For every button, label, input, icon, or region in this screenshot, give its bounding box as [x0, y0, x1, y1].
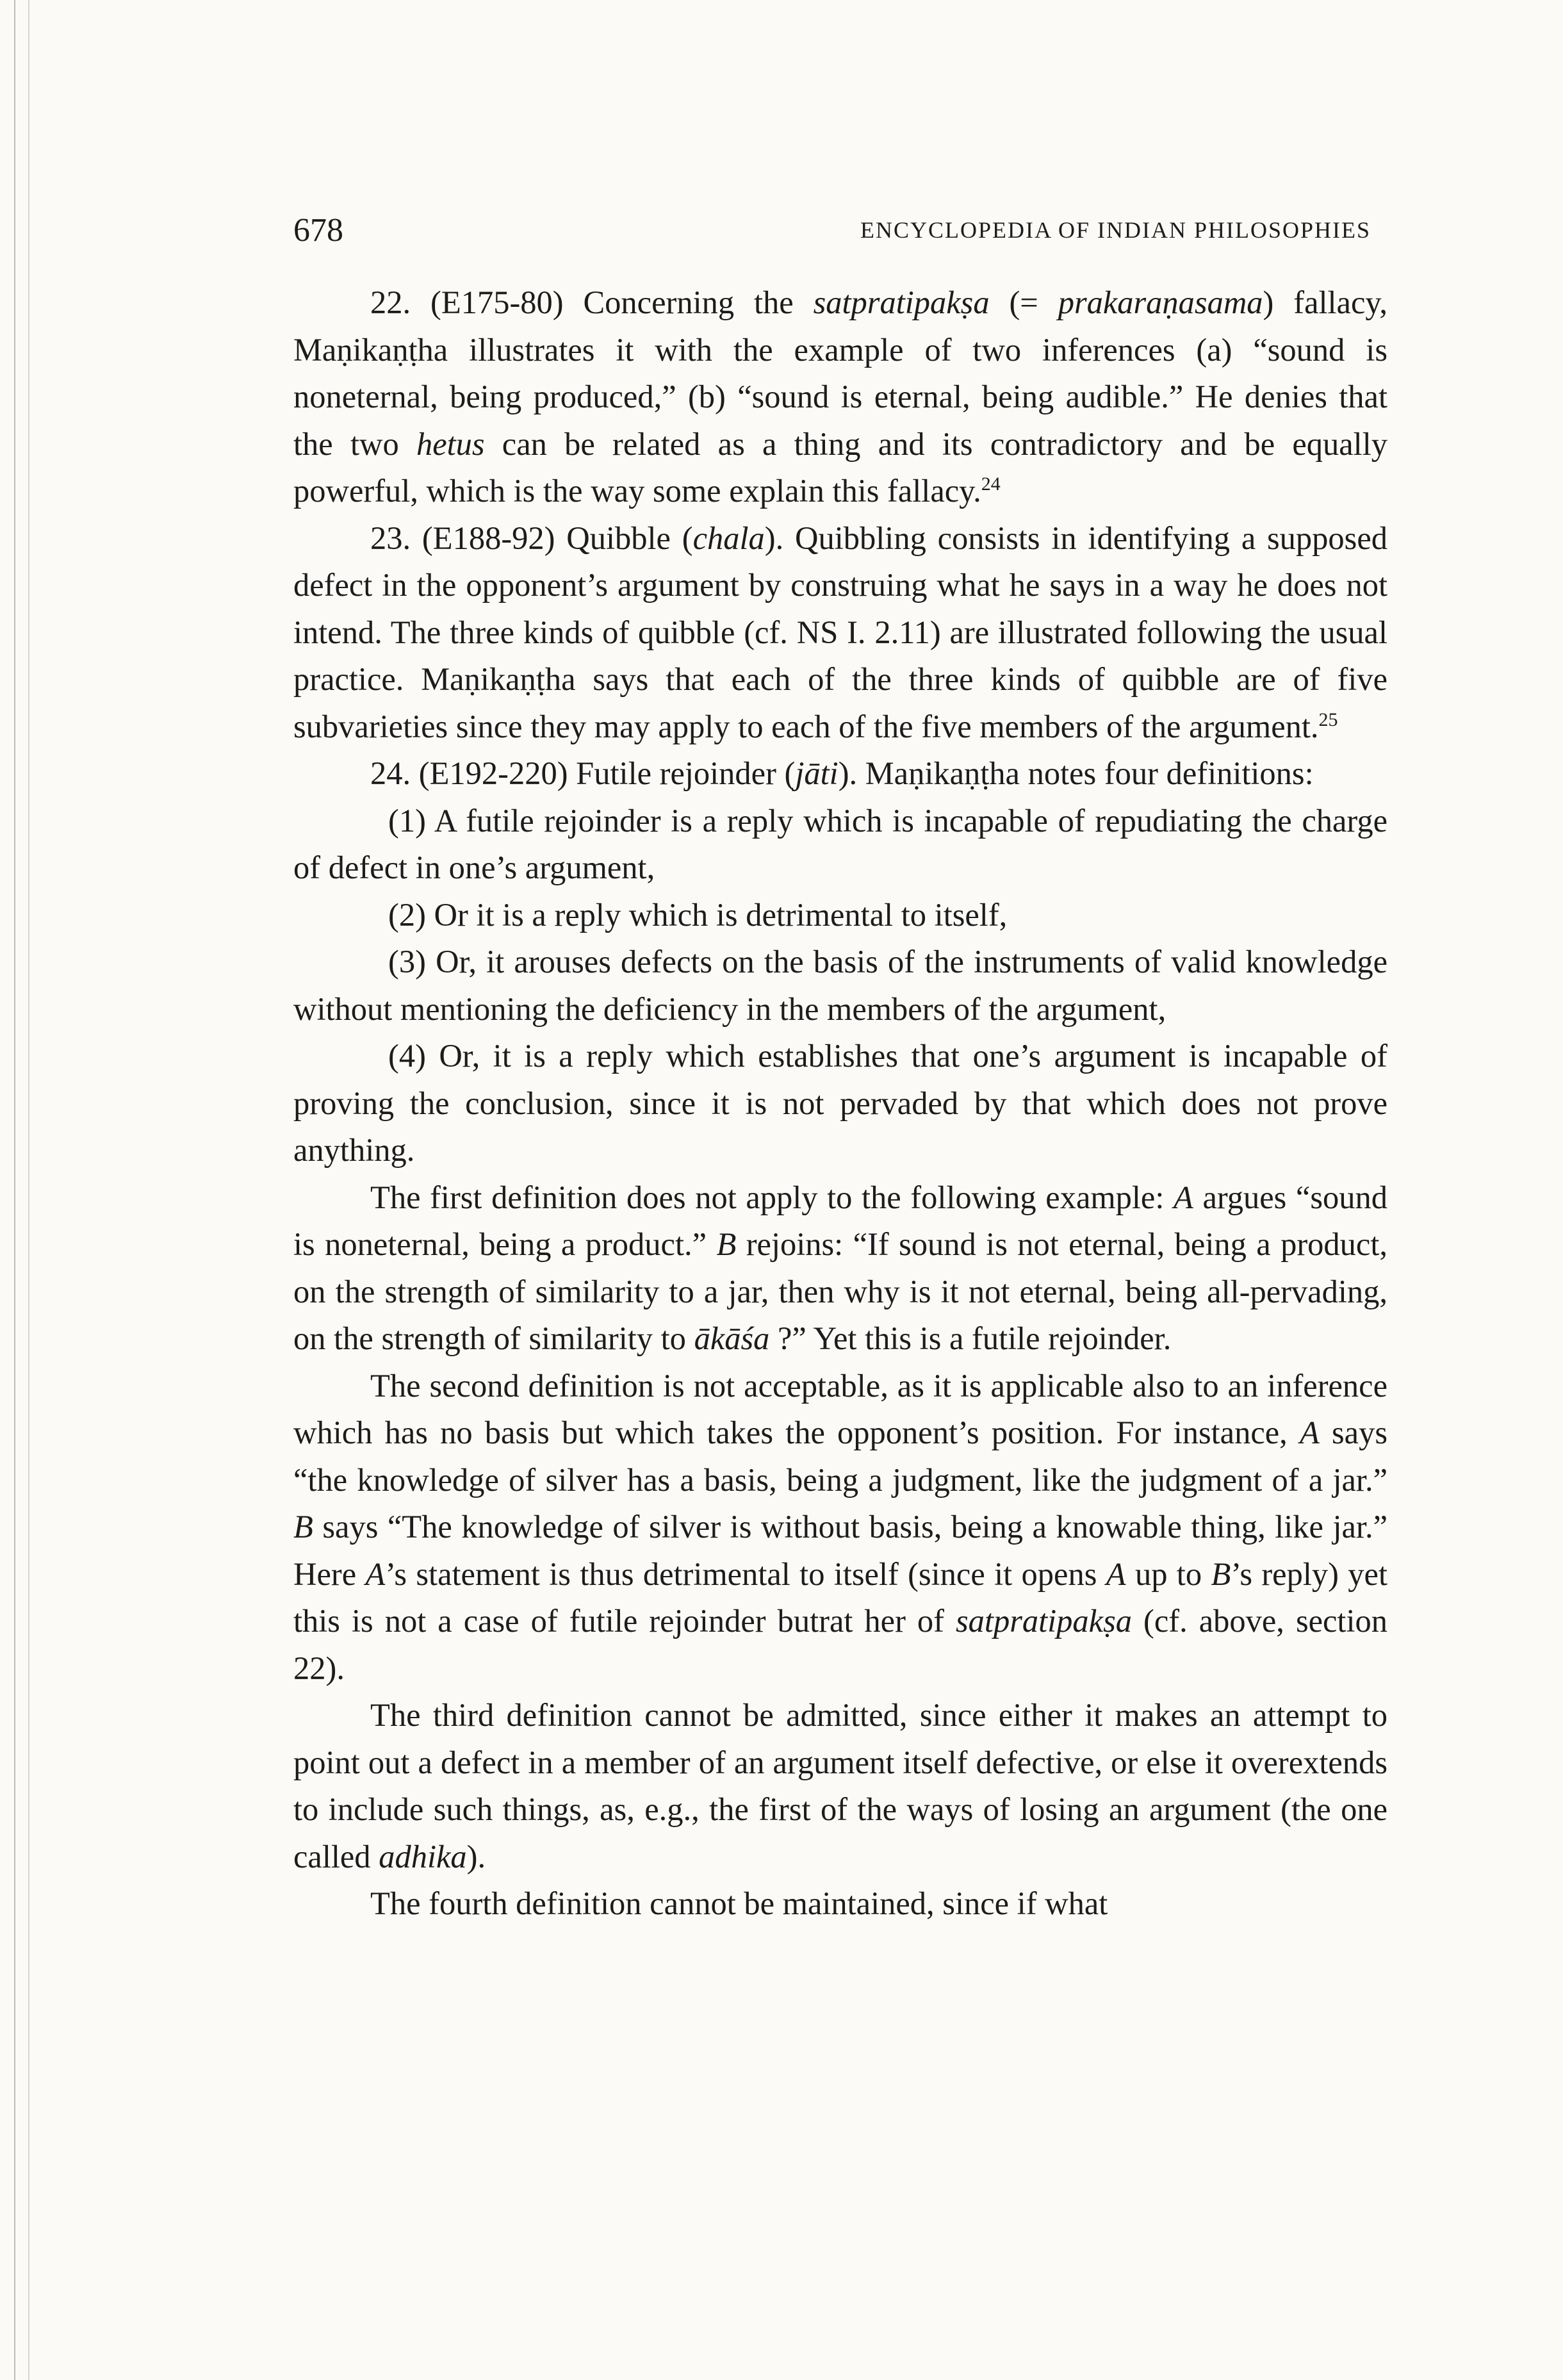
var-b: B: [293, 1509, 313, 1545]
text-span: can be related as a thing and its contradictory and be equally powerful, which is the way some explain this fallacy.: [293, 425, 1387, 509]
term-akasa: ākāśa: [694, 1320, 770, 1356]
footnote-ref-25: 25: [1318, 709, 1338, 730]
text-span: The fourth definition cannot be maintained, since if what: [370, 1885, 1108, 1921]
var-a: A: [1106, 1555, 1126, 1592]
text-span: argues “sound is noneternal, being a product.”: [293, 1179, 1388, 1262]
definition-3: (3) Or, it arouses defects on the basis of the instruments of valid knowledge without mentioning the deficiency in the members of the argument,: [293, 944, 1387, 1027]
text-span: The second definition is not acceptable, as it is applicable also to an inference which has no basis but which takes the opponent’s position. For instance,: [293, 1367, 1387, 1450]
term-chala: chala: [692, 520, 765, 556]
definition-1: (1) A futile rejoinder is a reply which is incapable of repudiating the charge of defect in one’s argument,: [293, 802, 1387, 885]
text-span: (=: [989, 284, 1058, 320]
paragraph-24: [293, 750, 1387, 798]
text-span: The third definition cannot be admitted, since either it makes an attempt to point out a defect in a member of an argument itself defective, or else it overextends to include such things, as, e.g., the first of the ways of losing an argument (the one called: [293, 1697, 1387, 1875]
paragraph-22: [293, 279, 1387, 515]
paragraph-second-definition: [293, 1363, 1387, 1693]
text-span: says “The knowledge of silver is without basis, being a knowable thing, like jar.” Here: [293, 1509, 1387, 1592]
running-head: ENCYCLOPEDIA OF INDIAN PHILOSOPHIES: [860, 217, 1371, 243]
paragraph-23: [293, 515, 1387, 751]
text-span: ) fallacy, Maṇikaṇṭha illustrates it with the example of two inferences (a) “sound is noneternal, being produced,” (b) “sound is eternal, being audible.” He denies that the two: [293, 284, 1387, 462]
var-b: B: [1211, 1555, 1231, 1592]
text-span: ?” Yet this is a futile rejoinder.: [769, 1320, 1172, 1356]
text-span: up to: [1125, 1555, 1211, 1592]
var-a: A: [365, 1555, 386, 1592]
text-span: ’s reply) yet this is not a case of futile rejoinder butrat her of: [293, 1555, 1387, 1639]
term-satpratipaksa: satpratipakṣa: [813, 284, 990, 320]
page-edge-shadow-inner: [28, 0, 29, 2380]
term-satpratipaksa: satpratipakṣa: [956, 1603, 1132, 1639]
page-header: [293, 211, 1371, 256]
text-span: ’s statement is thus detrimental to itself (since it opens: [385, 1555, 1106, 1592]
text-span: ).: [466, 1838, 486, 1875]
term-jati: jāti: [795, 755, 839, 791]
body-text: [293, 279, 1387, 1928]
text-span: ). Quibbling consists in identifying a supposed defect in the opponent’s argument by construing what he says in a way he does not intend. The three kinds of quibble (cf. NS I. 2.11) are illustrated following the usual practice. Maṇikaṇṭha says that each of the three kinds of quibble are of five subvarieties since they may apply to each of the five members of the argument.: [293, 520, 1387, 744]
page-edge-shadow: [14, 0, 15, 2380]
footnote-ref-24: 24: [981, 473, 1001, 495]
text-span: 23. (E188-92) Quibble (: [370, 520, 693, 556]
var-a: A: [1173, 1179, 1193, 1215]
var-b: B: [716, 1226, 737, 1262]
text-span: (cf. above, section 22).: [293, 1603, 1387, 1686]
var-a: A: [1299, 1415, 1320, 1450]
paragraph-fourth-definition: [293, 1880, 1387, 1928]
text-span: 24. (E192-220) Futile rejoinder (: [370, 755, 796, 791]
paragraph-third-definition: [293, 1692, 1387, 1880]
term-prakaranasama: prakaraṇasama: [1058, 284, 1263, 320]
term-adhika: adhika: [379, 1838, 467, 1875]
definition-4: (4) Or, it is a reply which establishes that one’s argument is incapable of proving the conclusion, since it is not pervaded by that which does not prove anything.: [293, 1038, 1387, 1168]
definition-2: (2) Or it is a reply which is detrimental to itself,: [388, 896, 1008, 933]
paragraph-first-definition: [293, 1174, 1387, 1363]
text-span: ). Maṇikaṇṭha notes four definitions:: [838, 755, 1314, 791]
text-span: says “the knowledge of silver has a basis, being a judgment, like the judgment of a jar.”: [293, 1415, 1387, 1498]
text-span: rejoins: “If sound is not eternal, being a product, on the strength of similarity to a jar, then why is it not eternal, being all-pervading, on the strength of similarity to: [293, 1226, 1387, 1356]
text-span: The first definition does not apply to the following example:: [370, 1179, 1174, 1215]
term-hetus: hetus: [416, 425, 485, 462]
page-number: 678: [293, 212, 343, 249]
text-span: 22. (E175-80) Concerning the: [370, 284, 814, 320]
